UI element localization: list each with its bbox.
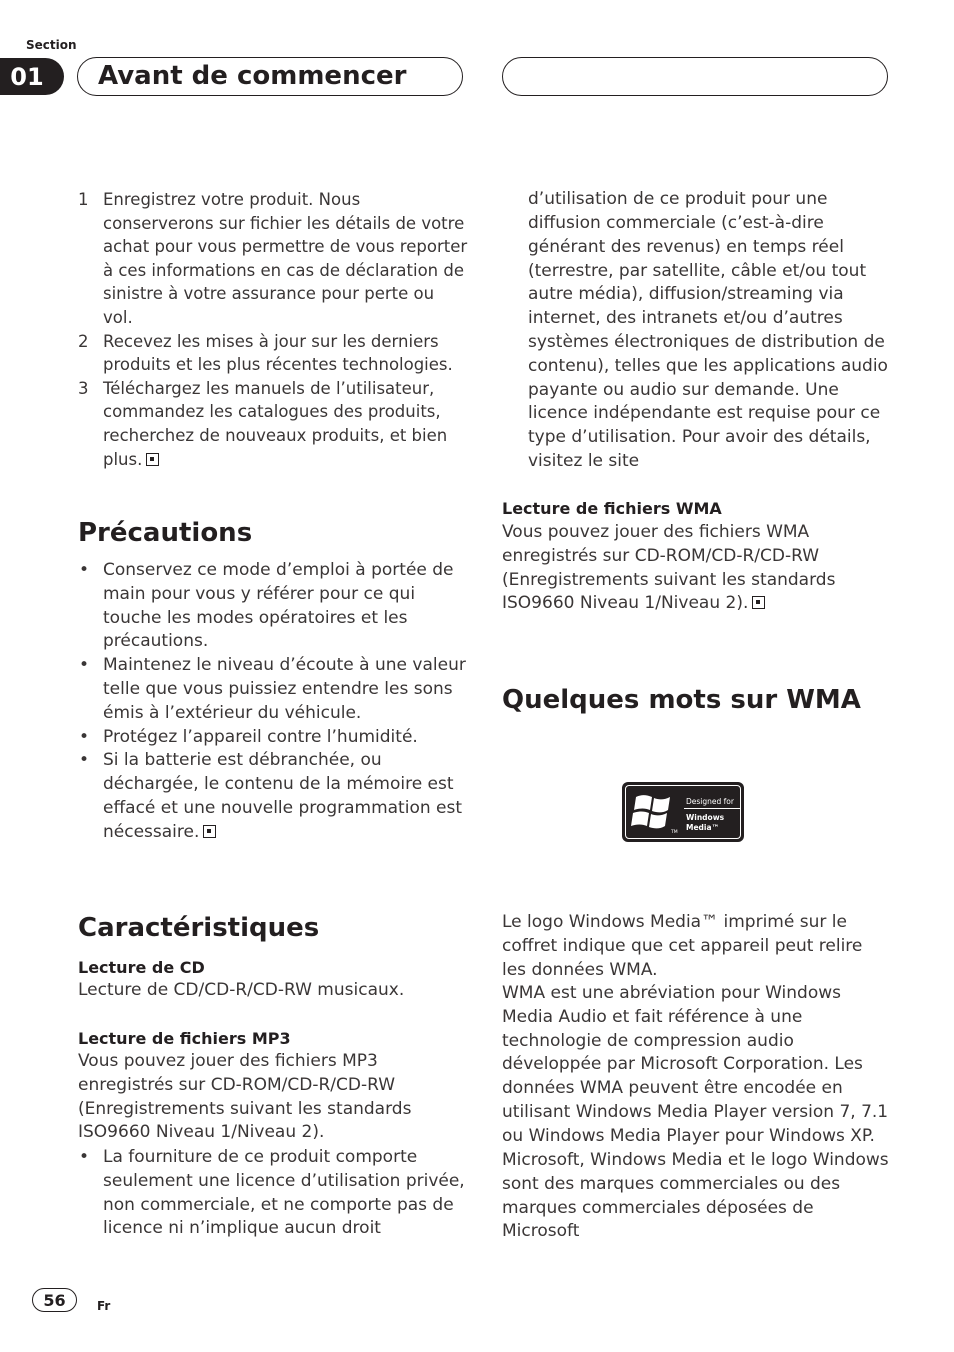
language-label: Fr <box>97 1299 111 1313</box>
list-item <box>78 1146 466 1242</box>
page-title: Avant de commencer <box>98 61 407 91</box>
list-number: 2 <box>78 331 89 351</box>
list-text: La fourniture de ce produit comporte seulement une licence d’utilisation privée, non commerciale, et ne comporte pas de licence ni n’implique aucun droit <box>103 1147 465 1239</box>
precautions-list <box>78 559 466 845</box>
list-text: Enregistrez votre produit. Nous conserverons sur fichier les détails de votre achat pour vous permettre de vous reporter à ces informations en cas de déclaration de sinistre à votre assurance pour perte ou vol. <box>103 190 468 327</box>
mp3-bullet-list <box>78 1146 466 1242</box>
wma-subhead: Lecture de fichiers WMA <box>502 499 722 518</box>
logo-divider <box>684 808 740 809</box>
cd-text: Lecture de CD/CD-R/CD-RW musicaux. <box>78 980 405 1000</box>
list-item <box>78 559 466 654</box>
list-item <box>78 377 468 471</box>
list-item <box>78 330 463 377</box>
page-number: 56 <box>32 1288 77 1312</box>
list-text: Téléchargez les manuels de l’utilisateur, commandez les catalogues des produits, recherchez de nouveaux produits, et bien plus. <box>103 378 448 469</box>
list-text: Si la batterie est débranchée, ou déchargée, le contenu de la mémoire est effacé et une nouvelle programmation est nécessaire. <box>103 750 463 842</box>
end-mark-icon <box>146 453 159 466</box>
list-text: Recevez les mises à jour sur les derniers produits et les plus récentes technologies. <box>103 331 453 375</box>
section-number-badge: 01 <box>0 58 64 95</box>
precautions-heading: Précautions <box>78 518 253 548</box>
list-item <box>78 749 463 844</box>
wma-para3: Microsoft, Windows Media et le logo Windows sont des marques commerciales ou des marques commerciales déposées de Microsoft <box>502 1150 889 1242</box>
list-item <box>78 654 466 725</box>
list-number: 3 <box>78 378 89 398</box>
wma-text-body: Vous pouvez jouer des fichiers WMA enregistrés sur CD-ROM/CD-R/CD-RW (Enregistrements suivant les standards ISO9660 Niveau 1/Niveau 2). <box>502 522 836 614</box>
mp3-bullet-part1 <box>78 1146 468 1242</box>
list-text: Conservez ce mode d’emploi à portée de main pour vous y référer pour ce qui touche les modes opératoires et les précautions. <box>103 560 454 652</box>
windows-media-logo <box>622 782 744 842</box>
section-label: Section <box>26 38 77 52</box>
cd-subhead: Lecture de CD <box>78 958 205 977</box>
list-number: 1 <box>78 190 89 209</box>
list-text: Maintenez le niveau d’écoute à une valeur telle que vous puissiez entendre les sons émis à l’extérieur du véhicule. <box>103 655 466 723</box>
logo-line2: Windows Media™ <box>686 813 725 832</box>
mp3-text: Vous pouvez jouer des fichiers MP3 enregistrés sur CD-ROM/CD-R/CD-RW (Enregistrements suivant les standards ISO9660 Niveau 1/Niveau 2). <box>78 1051 412 1143</box>
mp3-subhead: Lecture de fichiers MP3 <box>78 1029 291 1048</box>
wma-text <box>502 521 882 616</box>
wma-para2: WMA est une abréviation pour Windows Media Audio et fait référence à une technologie de compression audio développée par Microsoft Corporation. Les données WMA peuvent être encodée en utilisant Windows Media Player version 7, 7.1 ou Windows Media Player pour Windows XP. <box>502 983 889 1146</box>
mp3-bullet-part2 <box>528 188 893 476</box>
right-title-frame <box>502 57 888 96</box>
mp3-bullet-continued: d’utilisation de ce produit pour une diffusion commerciale (c’est-à-dire générant des revenus) en temps réel (terrestre, par satellite, câble et/ou tout autre média), diffusion/streaming via internet, des intranets et/ou d’autres systèmes électroniques de distribution de contenu), telles que les applications audio payante ou audio sur demande. Une licence indépendante est requise pour ce type d’utilisation. Pour avoir des détails, visitez le site <box>528 189 888 471</box>
wma-para1: Le logo Windows Media™ imprimé sur le coffret indique que cet appareil peut relire les données WMA. <box>502 912 863 980</box>
windows-flag-icon <box>630 789 682 835</box>
list-item <box>78 188 468 330</box>
logo-line1: Designed for <box>686 797 734 806</box>
logo-frame <box>625 785 741 839</box>
caracteristiques-heading: Caractéristiques <box>78 913 320 943</box>
logo-tm: TM <box>671 830 678 835</box>
wma-heading: Quelques mots sur WMA <box>502 685 861 715</box>
end-mark-icon <box>752 596 765 609</box>
intro-list <box>78 188 468 471</box>
list-item <box>78 726 466 750</box>
end-mark-icon <box>203 825 216 838</box>
list-text: Protégez l’appareil contre l’humidité. <box>103 726 418 747</box>
